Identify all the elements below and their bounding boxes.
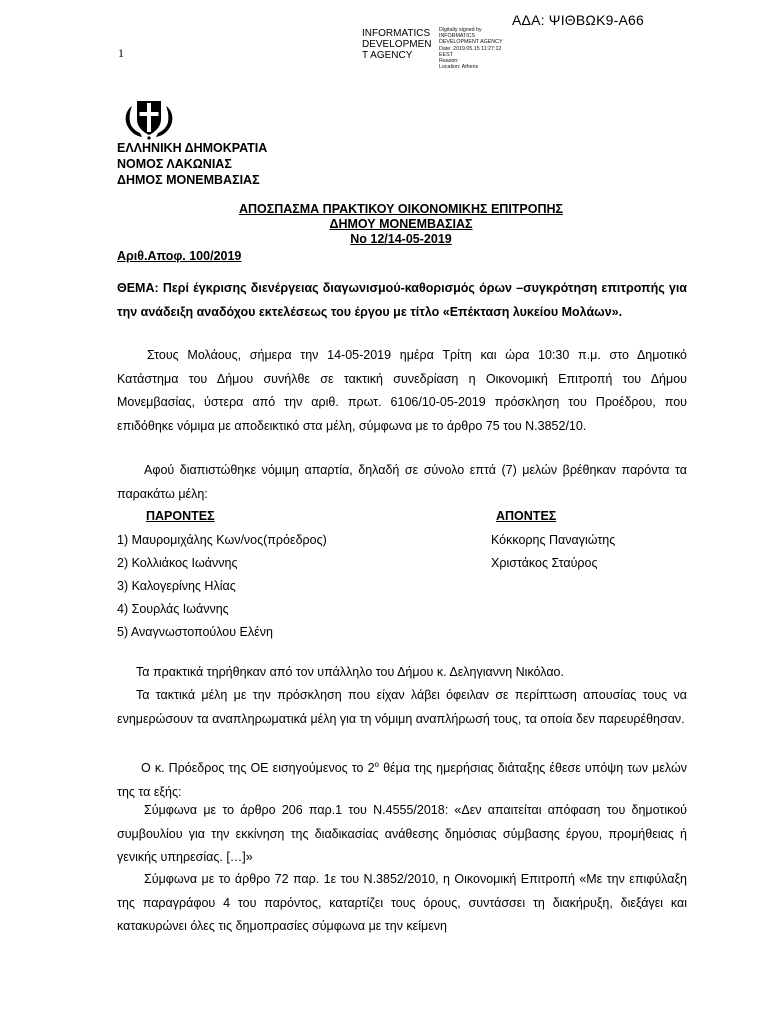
- ordinal-superscript: ο: [374, 760, 379, 769]
- subject: ΘΕΜΑ: Περί έγκρισης διενέργειας διαγωνισμού-καθορισμός όρων –συγκρότηση επιτροπής για την ανάδειξη αναδόχου εκτελέσεως του έργου με τίτλο «Επέκταση λυκείου Μολάων».: [117, 281, 687, 319]
- present-header: ΠΑΡΟΝΤΕΣ: [146, 509, 215, 523]
- document-title: [117, 202, 685, 247]
- signature-detail-line: Date: 2019.05.15 11:27:12: [439, 45, 502, 52]
- present-member: 4) Σουρλάς Ιωάννης: [117, 602, 229, 616]
- present-member: 3) Καλογερίνης Ηλίας: [117, 579, 236, 593]
- absent-header: ΑΠΟΝΤΕΣ: [496, 509, 557, 523]
- title-line: Νο 12/14-05-2019: [350, 232, 452, 246]
- present-member: 1) Μαυρομιχάλης Κων/νος(πρόεδρος): [117, 533, 327, 547]
- page-number: 1: [118, 46, 124, 60]
- paragraph-law-3852: Σύμφωνα με το άρθρο 72 παρ. 1ε του Ν.3852/2010, η Οικονομική Επιτροπή «Με την επιφύλαξη της παραγράφου 4 του παρόντος, καταρτίζει τους όρους, συντάσσει τη διακήρυξη, διεξάγει και κατακυρώνει όλες τις δημοπρασίες σύμφωνα με την κείμενη: [117, 872, 687, 933]
- authority-line: ΝΟΜΟΣ ΛΑΚΩΝΙΑΣ: [117, 157, 232, 171]
- absent-member: Χριστάκος Σταύρος: [491, 556, 598, 570]
- title-line: ΔΗΜΟΥ ΜΟΝΕΜΒΑΣΙΑΣ: [329, 217, 473, 231]
- present-member: 2) Κολλιάκος Ιωάννης: [117, 556, 238, 570]
- present-member: 5) Αναγνωστοπούλου Ελένη: [117, 625, 273, 639]
- paragraph-members: Τα τακτικά μέλη με την πρόσκληση που είχαν λάβει όφειλαν σε περίπτωση απουσίας τους να ενημερώσουν τα αναπληρωματικά μέλη για τη νόμιμη αναπλήρωσή τους, τα οποία δεν παρευρέθησαν.: [117, 688, 687, 726]
- signature-agency-line: INFORMATICS: [362, 28, 431, 39]
- paragraph-president-text: θέμα της ημερήσιας διάταξης έθεσε υπόψη των μελών της τα εξής:: [117, 761, 687, 799]
- absent-member: Κόκκορης Παναγιώτης: [491, 533, 616, 547]
- signature-agency-line: DEVELOPMEN: [362, 39, 432, 50]
- signature-detail-line: EEST: [439, 51, 453, 58]
- authority-line: ΔΗΜΟΣ ΜΟΝΕΜΒΑΣΙΑΣ: [117, 173, 260, 187]
- title-line: ΑΠΟΣΠΑΣΜΑ ΠΡΑΚΤΙΚΟΥ ΟΙΚΟΝΟΜΙΚΗΣ ΕΠΙΤΡΟΠΗΣ: [238, 202, 564, 216]
- authority-line: ΕΛΛΗΝΙΚΗ ΔΗΜΟΚΡΑΤΙΑ: [117, 141, 268, 155]
- signature-agency: [362, 28, 437, 61]
- issuing-authority: [117, 140, 267, 188]
- paragraph-president: [117, 753, 687, 804]
- paragraph-president-text: Ο κ. Πρόεδρος της ΟΕ εισηγούμενος το 2: [141, 761, 375, 776]
- signature-detail-line: DEVELOPMENT AGENCY: [439, 39, 503, 46]
- ada-code: ΑΔΑ: ΨΙΘΒΩΚ9-Α66: [512, 12, 644, 28]
- signature-detail-line: Location: Athens: [439, 64, 479, 71]
- signature-detail-line: INFORMATICS: [439, 33, 476, 40]
- paragraph-minutes: Τα πρακτικά τηρήθηκαν από τον υπάλληλο του Δήμου κ. Δεληγιαννη Νικόλαο.: [136, 665, 564, 679]
- paragraph-law-4555: Σύμφωνα με το άρθρο 206 παρ.1 του Ν.4555/2018: «Δεν απαιτείται απόφαση του δημοτικού συμβουλίου για την εκκίνηση της διαδικασίας ανάθεσης δημόσιας σύμβασης έργου, προμήθειας ή γενικής υπηρεσίας. […]»: [117, 803, 687, 864]
- signature-detail-line: Reason:: [439, 58, 459, 65]
- signature-detail-line: Digitally signed by: [439, 27, 482, 33]
- signature-agency-line: T AGENCY: [362, 50, 413, 61]
- paragraph-meeting: Στους Μολάους, σήμερα την 14-05-2019 ημέρα Τρίτη και ώρα 10:30 π.μ. στο Δημοτικό Κατάστημα του Δήμου συνήλθε σε τακτική συνεδρίαση η Οικονομική Επιτροπή του Δήμου Μονεμβασίας, ύστερα από την αριθ. πρωτ. 6106/10-05-2019 πρόσκληση του Προέδρου, που επιδόθηκε νόμιμα με αποδεικτικό στα μέλη, σύμφωνα με το άρθρο 75 του Ν.3852/10.: [117, 348, 687, 433]
- paragraph-quorum: Αφού διαπιστώθηκε νόμιμη απαρτία, δηλαδή σε σύνολο επτά (7) μελών βρέθηκαν παρόντα τα παρακάτω μέλη:: [117, 463, 687, 501]
- signature-details: [439, 27, 529, 70]
- decision-reference: Αριθ.Αποφ. 100/2019: [117, 249, 242, 263]
- greek-coat-of-arms-icon: [120, 96, 178, 140]
